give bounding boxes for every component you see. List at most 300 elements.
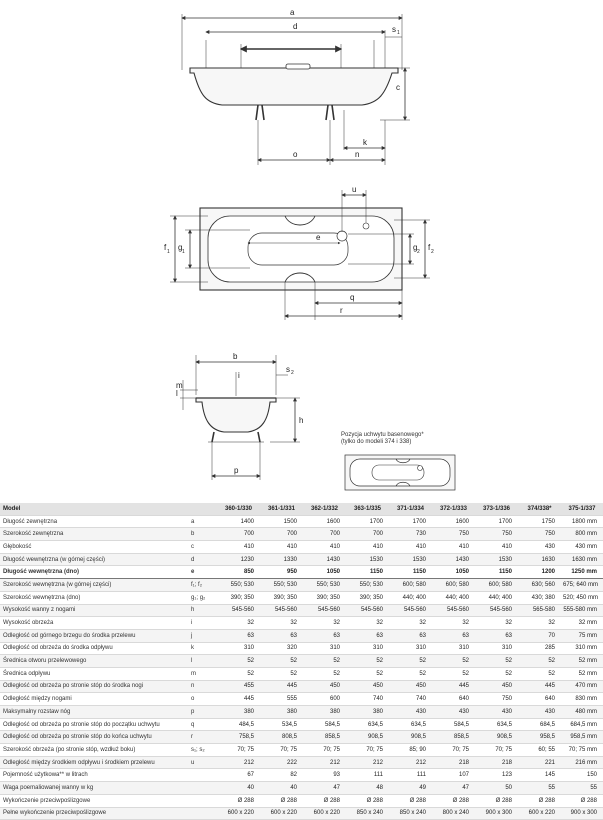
table-cell: 545-560 <box>260 604 303 617</box>
handle-position-drawing <box>345 455 455 490</box>
table-cell: 950 <box>260 566 303 579</box>
table-cell: 52 <box>432 667 475 680</box>
table-cell: 310 mm <box>561 642 603 655</box>
table-cell: 430 <box>389 706 432 719</box>
table-row <box>0 782 603 795</box>
row-symbol: e <box>189 566 217 579</box>
table-cell: 212 <box>346 756 389 769</box>
table-cell: 430; 380 <box>518 591 561 604</box>
table-cell: 310 <box>475 642 518 655</box>
table-cell: 550; 530 <box>260 579 303 592</box>
table-cell: 107 <box>432 769 475 782</box>
table-row <box>0 744 603 757</box>
table-cell: 900 x 300 <box>475 807 518 820</box>
table-row <box>0 642 603 655</box>
top-view-drawing <box>170 190 430 320</box>
table-row <box>0 731 603 744</box>
table-cell: 470 mm <box>561 680 603 693</box>
column-header-model-number: 371-1/334 <box>389 503 432 515</box>
table-cell: 600; 580 <box>475 579 518 592</box>
table-row <box>0 667 603 680</box>
dim-label-h: h <box>299 416 304 425</box>
table-cell: 380 <box>346 706 389 719</box>
table-cell: 390; 350 <box>346 591 389 604</box>
table-cell: 63 <box>260 629 303 642</box>
table-cell: 1600 <box>432 515 475 528</box>
row-label: Maksymalny rozstaw nóg <box>0 706 189 719</box>
row-symbol: o <box>189 693 217 706</box>
table-cell: 222 <box>260 756 303 769</box>
table-cell: Ø 288 <box>389 794 432 807</box>
table-cell: 1200 <box>518 566 561 579</box>
table-cell: 584,5 <box>303 718 346 731</box>
dim-label-g2-sub: 2 <box>417 249 420 255</box>
table-cell: 684,5 mm <box>561 718 603 731</box>
table-cell: 600; 580 <box>432 579 475 592</box>
table-cell: 634,5 <box>475 718 518 731</box>
table-cell: 830 mm <box>561 693 603 706</box>
column-header-model-number: 363-1/335 <box>346 503 389 515</box>
table-cell: 63 <box>475 629 518 642</box>
row-label: Waga poemaliowanej wanny w kg <box>0 782 189 795</box>
table-cell: 60; 55 <box>518 744 561 757</box>
row-label: Długość wewnętrzna (dno) <box>0 566 189 579</box>
table-cell: 310 <box>432 642 475 655</box>
table-cell: 221 <box>518 756 561 769</box>
table-cell: 600 x 220 <box>518 807 561 820</box>
table-cell: 410 <box>389 541 432 554</box>
table-cell: 1530 <box>475 553 518 566</box>
dim-label-g1: g <box>178 243 183 252</box>
table-cell: 750 <box>432 528 475 541</box>
table-cell: 1700 <box>346 515 389 528</box>
table-cell: 1600 <box>303 515 346 528</box>
table-row <box>0 655 603 668</box>
table-cell: 32 <box>432 617 475 630</box>
table-cell: 445 <box>217 693 260 706</box>
table-cell: 550; 530 <box>303 579 346 592</box>
table-cell: 480 mm <box>561 706 603 719</box>
table-cell: 430 <box>518 541 561 554</box>
table-cell: 410 <box>260 541 303 554</box>
row-label: Odległość między nogami <box>0 693 189 706</box>
table-cell: 630; 560 <box>518 579 561 592</box>
table-row <box>0 553 603 566</box>
dim-label-s1: s <box>392 25 396 34</box>
table-cell: 640 <box>432 693 475 706</box>
table-cell: 430 mm <box>561 541 603 554</box>
table-cell: 1430 <box>303 553 346 566</box>
table-cell: 70 <box>518 629 561 642</box>
table-cell: 111 <box>346 769 389 782</box>
row-label: Szerokość wewnętrzna (dno) <box>0 591 189 604</box>
row-symbol: n <box>189 680 217 693</box>
row-symbol <box>189 769 217 782</box>
table-cell: 212 <box>389 756 432 769</box>
table-cell: Ø 288 <box>260 794 303 807</box>
table-cell: 440; 400 <box>475 591 518 604</box>
dim-label-d: d <box>293 22 298 31</box>
row-symbol: k <box>189 642 217 655</box>
table-row <box>0 769 603 782</box>
row-symbol: b <box>189 528 217 541</box>
dim-label-f2-sub: 2 <box>431 249 434 255</box>
table-cell: 545-560 <box>346 604 389 617</box>
table-cell: 320 <box>260 642 303 655</box>
table-cell: 63 <box>432 629 475 642</box>
table-cell: 63 <box>217 629 260 642</box>
table-cell: 908,5 <box>346 731 389 744</box>
table-cell: 63 <box>389 629 432 642</box>
table-cell: 800 x 240 <box>432 807 475 820</box>
table-cell: 310 <box>217 642 260 655</box>
callout-line-2: (tylko do modeli 374 i 338) <box>341 439 412 445</box>
table-cell: 390; 350 <box>260 591 303 604</box>
table-cell: 52 <box>217 655 260 668</box>
table-cell: 380 <box>217 706 260 719</box>
table-cell: 1050 <box>432 566 475 579</box>
table-cell: 740 <box>346 693 389 706</box>
table-cell: Ø 288 <box>561 794 603 807</box>
row-symbol <box>189 807 217 820</box>
table-cell: 32 <box>346 617 389 630</box>
dim-label-s2: s <box>286 365 290 374</box>
table-cell: 740 <box>389 693 432 706</box>
row-label: Wykończenie przeciwpoślizgowe <box>0 794 189 807</box>
table-cell: 410 <box>475 541 518 554</box>
table-cell: 900 x 300 <box>561 807 603 820</box>
table-cell: 808,5 <box>260 731 303 744</box>
table-cell: 1530 <box>346 553 389 566</box>
table-row <box>0 807 603 820</box>
table-cell: 1230 <box>217 553 260 566</box>
table-cell: 52 <box>518 667 561 680</box>
dim-label-g2: g <box>413 243 418 252</box>
table-cell: 565-580 <box>518 604 561 617</box>
table-cell: 600 x 220 <box>260 807 303 820</box>
table-cell: 390; 350 <box>303 591 346 604</box>
row-label: Szerokość obrzeża (po stronie stóp, wzdłuż boku) <box>0 744 189 757</box>
row-label: Głębokość <box>0 541 189 554</box>
table-cell: 958,5 mm <box>561 731 603 744</box>
dim-label-i: i <box>238 371 240 380</box>
table-cell: 212 <box>217 756 260 769</box>
column-header-model-number: 372-1/333 <box>432 503 475 515</box>
table-cell: 850 x 240 <box>389 807 432 820</box>
table-cell: 52 <box>475 667 518 680</box>
table-row <box>0 617 603 630</box>
table-cell: 55 <box>518 782 561 795</box>
table-cell: 1150 <box>346 566 389 579</box>
table-cell: 32 <box>389 617 432 630</box>
dim-label-a: a <box>290 8 295 17</box>
table-cell: 555 <box>260 693 303 706</box>
dim-label-c: c <box>396 83 400 92</box>
table-cell: 545-560 <box>217 604 260 617</box>
table-cell: 32 <box>303 617 346 630</box>
table-cell: 52 mm <box>561 655 603 668</box>
row-label: Odległość od górnego brzegu do środka przelewu <box>0 629 189 642</box>
table-row <box>0 680 603 693</box>
side-view-drawing <box>182 14 410 165</box>
row-symbol: m <box>189 667 217 680</box>
dim-label-q: q <box>350 293 355 302</box>
table-cell: 584,5 <box>432 718 475 731</box>
table-cell: 70; 75 <box>432 744 475 757</box>
row-label: Pełne wykończenie przeciwpoślizgowe <box>0 807 189 820</box>
table-cell: 52 <box>389 667 432 680</box>
row-symbol: i <box>189 617 217 630</box>
table-cell: 52 <box>217 667 260 680</box>
table-cell: 216 mm <box>561 756 603 769</box>
column-header-model-number: 374/338* <box>518 503 561 515</box>
dim-label-f1: f <box>164 243 167 252</box>
table-cell: 600 <box>303 693 346 706</box>
row-symbol: p <box>189 706 217 719</box>
table-cell: 380 <box>303 706 346 719</box>
table-cell: 32 <box>217 617 260 630</box>
table-cell: 545-560 <box>475 604 518 617</box>
table-row <box>0 756 603 769</box>
table-cell: 52 mm <box>561 667 603 680</box>
table-row <box>0 566 603 579</box>
table-cell: 52 <box>260 667 303 680</box>
table-row <box>0 794 603 807</box>
table-cell: 85; 90 <box>389 744 432 757</box>
table-cell: 1700 <box>389 515 432 528</box>
table-cell: 310 <box>303 642 346 655</box>
table-cell: 70; 75 <box>346 744 389 757</box>
table-cell: 640 <box>518 693 561 706</box>
row-label: Odległość od obrzeża po stronie stóp do początku uchwytu <box>0 718 189 731</box>
table-cell: 800 mm <box>561 528 603 541</box>
row-symbol: g₁; g₂ <box>189 591 217 604</box>
row-symbol: u <box>189 756 217 769</box>
row-symbol: c <box>189 541 217 554</box>
table-body <box>0 515 603 820</box>
table-cell: 55 <box>561 782 603 795</box>
table-cell: 750 <box>475 693 518 706</box>
table-cell: 1150 <box>475 566 518 579</box>
table-cell: 550; 530 <box>217 579 260 592</box>
table-cell: 82 <box>260 769 303 782</box>
table-cell: 1700 <box>475 515 518 528</box>
table-cell: 555-580 mm <box>561 604 603 617</box>
row-symbol <box>189 782 217 795</box>
table-cell: 67 <box>217 769 260 782</box>
table-cell: 63 <box>303 629 346 642</box>
column-header-model-number: 360-1/330 <box>217 503 260 515</box>
table-cell: Ø 288 <box>432 794 475 807</box>
row-label: Pojemność użytkowa** w litrach <box>0 769 189 782</box>
table-cell: 52 <box>346 655 389 668</box>
table-cell: 908,5 <box>475 731 518 744</box>
table-cell: 52 <box>518 655 561 668</box>
table-cell: 858,5 <box>303 731 346 744</box>
table-cell: Ø 288 <box>303 794 346 807</box>
table-cell: 908,5 <box>389 731 432 744</box>
dim-label-f1-sub: 1 <box>167 249 170 255</box>
table-row <box>0 579 603 592</box>
table-cell: 1630 mm <box>561 553 603 566</box>
dim-label-e: e <box>316 233 321 242</box>
table-cell: 50 <box>475 782 518 795</box>
table-cell: 1250 mm <box>561 566 603 579</box>
column-header-model-number: 373-1/336 <box>475 503 518 515</box>
row-label: Odległość od obrzeża po stronie stóp do końca uchwytu <box>0 731 189 744</box>
row-label: Długość zewnętrzna <box>0 515 189 528</box>
table-cell: 63 <box>346 629 389 642</box>
table-cell: 545-560 <box>389 604 432 617</box>
dim-label-r: r <box>340 306 343 315</box>
table-cell: 600; 580 <box>389 579 432 592</box>
table-cell: 684,5 <box>518 718 561 731</box>
table-cell: 958,5 <box>518 731 561 744</box>
table-row <box>0 718 603 731</box>
row-symbol: s₁; s₂ <box>189 744 217 757</box>
row-symbol: j <box>189 629 217 642</box>
table-cell: 111 <box>389 769 432 782</box>
dim-label-b: b <box>233 352 238 361</box>
table-cell: 380 <box>260 706 303 719</box>
table-cell: 450 <box>346 680 389 693</box>
row-symbol: d <box>189 553 217 566</box>
table-cell: 52 <box>346 667 389 680</box>
table-cell: 75 mm <box>561 629 603 642</box>
table-cell: 32 <box>518 617 561 630</box>
table-cell: 212 <box>303 756 346 769</box>
table-cell: 310 <box>389 642 432 655</box>
table-cell: 430 <box>432 706 475 719</box>
table-cell: 70; 75 <box>217 744 260 757</box>
table-cell: 52 <box>475 655 518 668</box>
row-label: Średnica otworu przelewowego <box>0 655 189 668</box>
row-label: Odległość między środkiem odpływu i środkiem przelewu <box>0 756 189 769</box>
table-cell: 93 <box>303 769 346 782</box>
dim-label-s1-sub: 1 <box>397 30 400 36</box>
dim-label-k: k <box>363 138 367 147</box>
table-header <box>0 503 603 515</box>
table-cell: 70; 75 <box>475 744 518 757</box>
table-cell: 634,5 <box>389 718 432 731</box>
table-cell: 750 <box>475 528 518 541</box>
table-cell: 450 <box>389 680 432 693</box>
table-cell: 40 <box>260 782 303 795</box>
table-header-row <box>0 503 603 515</box>
table-row <box>0 515 603 528</box>
table-row <box>0 528 603 541</box>
table-cell: 218 <box>475 756 518 769</box>
table-cell: 634,5 <box>346 718 389 731</box>
table-cell: 600 x 220 <box>217 807 260 820</box>
table-cell: 150 <box>561 769 603 782</box>
table-cell: 1400 <box>217 515 260 528</box>
table-cell: 1050 <box>303 566 346 579</box>
table-cell: 32 mm <box>561 617 603 630</box>
table-cell: 1330 <box>260 553 303 566</box>
table-row <box>0 591 603 604</box>
table-cell: 52 <box>389 655 432 668</box>
table-row <box>0 604 603 617</box>
table-cell: 445 <box>518 680 561 693</box>
table-cell: 123 <box>475 769 518 782</box>
table-cell: 70; 75 <box>260 744 303 757</box>
row-label: Odległość od obrzeża po stronie stóp do środka nogi <box>0 680 189 693</box>
specification-table <box>0 503 603 820</box>
table-cell: 52 <box>303 655 346 668</box>
table-row <box>0 629 603 642</box>
table-cell: 145 <box>518 769 561 782</box>
table-cell: 450 <box>303 680 346 693</box>
table-cell: 758,5 <box>217 731 260 744</box>
table-cell: 430 <box>518 706 561 719</box>
column-header-model-number: 362-1/332 <box>303 503 346 515</box>
row-symbol: a <box>189 515 217 528</box>
row-label: Odległość od obrzeża do środka odpływu <box>0 642 189 655</box>
table-row <box>0 541 603 554</box>
table-cell: 700 <box>346 528 389 541</box>
row-label: Szerokość wewnętrzna (w górnej części) <box>0 579 189 592</box>
dim-label-l: l <box>176 389 178 398</box>
table-cell: 750 <box>518 528 561 541</box>
row-symbol <box>189 794 217 807</box>
row-symbol: q <box>189 718 217 731</box>
table-cell: 48 <box>346 782 389 795</box>
row-label: Średnica odpływu <box>0 667 189 680</box>
table-cell: 700 <box>303 528 346 541</box>
table-cell: 410 <box>432 541 475 554</box>
table-cell: 410 <box>346 541 389 554</box>
handle-position-note <box>341 432 451 446</box>
callout-line-1: Pozycja uchwytu basenowego* <box>341 432 424 438</box>
table-cell: 32 <box>260 617 303 630</box>
table-cell: 1150 <box>389 566 432 579</box>
table-cell: 70; 75 <box>303 744 346 757</box>
table-row <box>0 693 603 706</box>
table-cell: 40 <box>217 782 260 795</box>
row-label: Długość wewnętrzna (w górnej części) <box>0 553 189 566</box>
table-cell: 440; 400 <box>389 591 432 604</box>
table-cell: 52 <box>432 655 475 668</box>
row-symbol: l <box>189 655 217 668</box>
table-cell: 700 <box>260 528 303 541</box>
table-cell: 850 <box>217 566 260 579</box>
table-cell: 390; 350 <box>217 591 260 604</box>
table-cell: 450 <box>475 680 518 693</box>
dim-label-u: u <box>352 185 357 194</box>
table-cell: 455 <box>217 680 260 693</box>
table-cell: 47 <box>432 782 475 795</box>
column-header-model-number: 375-1/337 <box>561 503 603 515</box>
table-cell: 1430 <box>432 553 475 566</box>
table-cell: 440; 400 <box>432 591 475 604</box>
table-cell: 550; 530 <box>346 579 389 592</box>
table-cell: 285 <box>518 642 561 655</box>
table-cell: 700 <box>217 528 260 541</box>
row-symbol: r <box>189 731 217 744</box>
table-cell: Ø 288 <box>475 794 518 807</box>
table-cell: Ø 288 <box>346 794 389 807</box>
table-cell: 70; 75 mm <box>561 744 603 757</box>
table-cell: 1530 <box>389 553 432 566</box>
table-cell: 32 <box>475 617 518 630</box>
table-cell: 47 <box>303 782 346 795</box>
table-cell: 1750 <box>518 515 561 528</box>
table-cell: 310 <box>346 642 389 655</box>
dim-label-m: m <box>176 381 183 390</box>
row-label: Wysokość wanny z nogami <box>0 604 189 617</box>
column-header-model: Model <box>0 503 189 515</box>
